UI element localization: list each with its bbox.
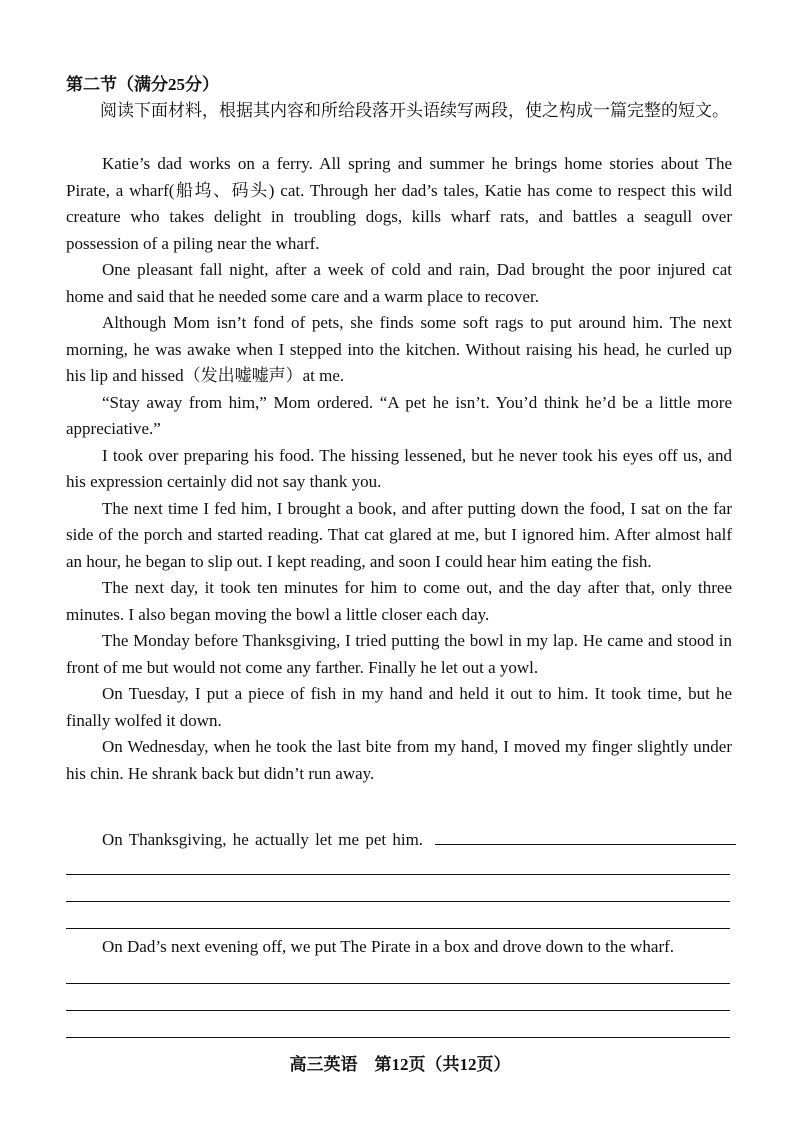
story-paragraph: I took over preparing his food. The hissing lessened, but he never took his eyes off us, and his expression certainly did not say thank you.	[66, 445, 732, 491]
story-text	[66, 151, 732, 787]
story-paragraph: The Monday before Thanksgiving, I tried putting the bowl in my lap. He came and stood in front of me but would not come any farther. Finally he let out a yowl.	[66, 631, 732, 677]
prompt-1-text: On Thanksgiving, he actually let me pet him.	[102, 830, 424, 849]
story-paragraph: The next day, it took ten minutes for him to come out, and the day after that, only three minutes. I also began moving the bowl a little closer each day.	[66, 578, 732, 624]
story-paragraph: Although Mom isn’t fond of pets, she finds some soft rags to put around him. The next morning, he was awake when I stepped into the kitchen. Without raising his head, he curled up his lip and hissed（发出嘘嘘声）at me.	[66, 313, 732, 385]
story-paragraph: Katie’s dad works on a ferry. All spring and summer he brings home stories about The Pirate, a wharf(船坞、码头) cat. Through her dad’s tales, Katie has come to respect this wild creature who takes delight in troubling dogs, kills wharf rats, and battles a seagull over possession of a piling near the wharf.	[66, 154, 732, 253]
answer-line[interactable]	[66, 901, 730, 902]
story-paragraph: On Wednesday, when he took the last bite from my hand, I moved my finger slightly under his chin. He shrank back but didn’t run away.	[66, 737, 732, 783]
answer-line[interactable]	[66, 983, 730, 984]
story-paragraph: On Tuesday, I put a piece of fish in my hand and held it out to him. It took time, but he finally wolfed it down.	[66, 684, 732, 730]
story-paragraph: The next time I fed him, I brought a book, and after putting down the food, I sat on the far side of the porch and started reading. That cat glared at me, but I ignored him. After almost half an hour, he began to slip out. I kept reading, and soon I could hear him eating the fish.	[66, 498, 732, 571]
instruction-text: 阅读下面材料，根据其内容和所给段落开头语续写两段，使之构成一篇完整的短文。	[100, 101, 729, 120]
answer-blank[interactable]	[435, 826, 736, 845]
section-heading: 第二节（满分25分）	[66, 75, 219, 94]
answer-line[interactable]	[66, 1037, 730, 1038]
story-paragraph: One pleasant fall night, after a week of cold and rain, Dad brought the poor injured cat home and said that he needed some care and a warm place to recover.	[66, 260, 732, 306]
page-footer: 高三英语 第12页（共12页）	[289, 1055, 511, 1074]
continuation-prompt-1	[66, 826, 736, 853]
continuation-prompt-2: On Dad’s next evening off, we put The Pirate in a box and drove down to the wharf.	[102, 937, 675, 956]
story-paragraph: “Stay away from him,” Mom ordered. “A pet he isn’t. You’d think he’d be a little more appreciative.”	[66, 392, 732, 438]
answer-line[interactable]	[66, 1010, 730, 1011]
answer-line[interactable]	[66, 874, 730, 875]
answer-line[interactable]	[66, 928, 730, 929]
